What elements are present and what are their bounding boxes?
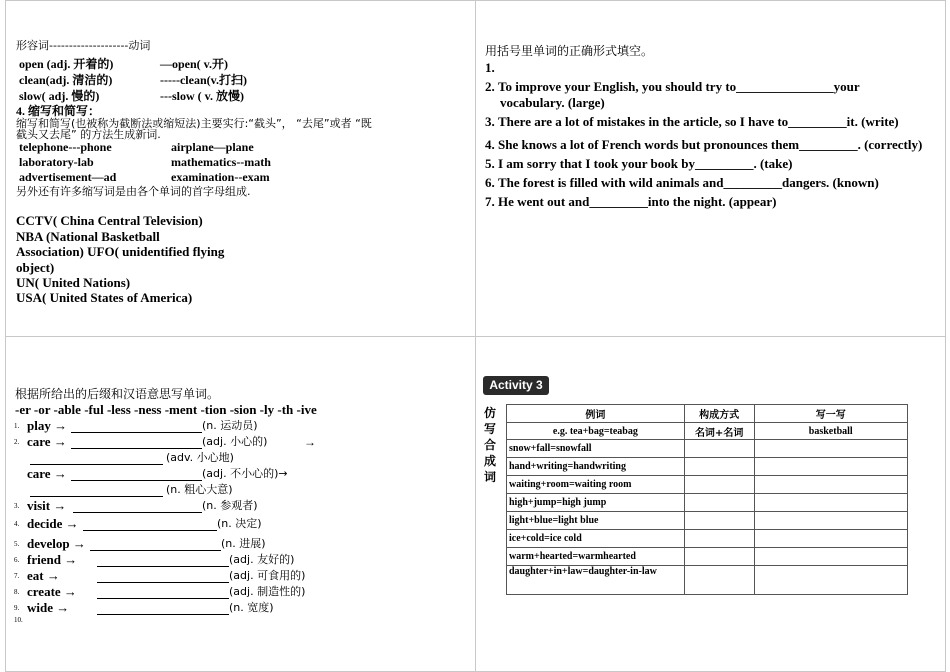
base-word: wide → [27, 600, 70, 615]
acronym-note: 另外还有许多缩写词是由各个单词的首字母组成. [16, 185, 251, 198]
header-cell: 写一写 [754, 405, 907, 423]
acronym-line: object) [16, 260, 55, 275]
hint: (n. 运动员) [202, 419, 258, 432]
hint: (adj. 制造性的) [229, 585, 306, 598]
write-cell[interactable] [754, 494, 907, 512]
formation-cell[interactable] [684, 440, 754, 458]
hint: (adj. 不小心的)→ [202, 467, 288, 480]
acronym-line: UN( United Nations) [16, 275, 131, 290]
formation-cell[interactable] [684, 494, 754, 512]
item-number: 8. [14, 588, 20, 596]
answer-blank[interactable] [97, 571, 229, 583]
question-text: I am sorry that I took your book by_________. (take) [498, 156, 793, 171]
side-label [484, 405, 498, 485]
item-number: 4. [14, 520, 20, 528]
compound-word: light+blue=light blue [507, 512, 685, 530]
answer-blank[interactable] [30, 453, 163, 465]
desc-line: 缩写和简写(也被称为截断法或缩短法)主要实行:“截头”， “去尾”或者 “既 [16, 117, 372, 130]
question-text: The forest is filled with wild animals and_________dangers. (known) [498, 175, 879, 190]
section4-heading: 4. 缩写和简写： [16, 104, 101, 118]
pair-verb: —open( v.开) [160, 57, 229, 71]
abbr-item: airplane—plane [171, 140, 254, 154]
pair-adj: clean(adj. 清洁的) [19, 73, 113, 87]
example-row [507, 423, 908, 440]
compound-word: warm+hearted=warmhearted [507, 548, 685, 566]
panel-adj-verb-abbreviations [5, 0, 476, 337]
table-row [507, 512, 908, 530]
question-number: 6. [485, 175, 495, 190]
answer-blank[interactable] [71, 421, 202, 433]
hint: (n. 决定) [217, 517, 262, 530]
base-word: develop → [27, 536, 86, 551]
answer-blank[interactable] [97, 555, 229, 567]
answer-blank[interactable] [71, 437, 202, 449]
header-cell: 构成方式 [684, 405, 754, 423]
suffix-list: -er -or -able -ful -less -ness -ment -tion -sion -ly -th -ive [15, 402, 317, 417]
compound-word-table [506, 404, 908, 595]
question-number: 2. [485, 79, 495, 94]
table-row [507, 440, 908, 458]
compound-word: snow+fall=snowfall [507, 440, 685, 458]
question-number: 5. [485, 156, 495, 171]
item-number: 7. [14, 572, 20, 580]
compound-word: daughter+in+law=daughter-in-law [507, 566, 685, 595]
example-write: basketball [754, 423, 907, 440]
item-number: 1. [14, 422, 20, 430]
formation-cell[interactable] [684, 548, 754, 566]
answer-blank[interactable] [90, 539, 221, 551]
question-text: vocabulary. (large) [500, 95, 605, 110]
item-number: 2. [14, 438, 20, 446]
fill-instruction: 用括号里单词的正确形式填空。 [485, 44, 654, 58]
write-cell[interactable] [754, 566, 907, 595]
base-word: care → [27, 434, 67, 449]
base-word: create → [27, 584, 77, 599]
compound-word: high+jump=high jump [507, 494, 685, 512]
table-row [507, 548, 908, 566]
header-cell: 例词 [507, 405, 685, 423]
side-char: 写 [484, 422, 497, 436]
base-word: care → [27, 466, 67, 481]
example-word: e.g. tea+bag=teabag [507, 423, 685, 440]
panel-suffix-words [5, 336, 476, 672]
item-number: 10. [14, 616, 23, 624]
suffix-instruction: 根据所给出的后缀和汉语意思写单词。 [15, 387, 220, 401]
abbr-item: advertisement—ad [19, 170, 117, 184]
hint: (adv. 小心地) [166, 451, 234, 464]
hint: (n. 宽度) [229, 601, 274, 614]
arrow: → [304, 435, 316, 449]
pair-adj: open (adj. 开着的) [19, 57, 114, 71]
question-text: To improve your English, you should try to_______________your [498, 79, 860, 94]
pair-verb: -----clean(v.打扫) [160, 73, 247, 87]
panel-compound-words [475, 336, 946, 672]
side-char: 词 [484, 470, 497, 484]
formation-cell[interactable] [684, 476, 754, 494]
hint: (adj. 友好的) [229, 553, 295, 566]
pair-adj: slow( adj. 慢的) [19, 89, 100, 103]
compound-word: hand+writing=handwriting [507, 458, 685, 476]
item-number: 5. [14, 540, 20, 548]
question-number: 4. [485, 137, 495, 152]
example-formation: 名词+名词 [684, 423, 754, 440]
table-row [507, 566, 908, 595]
side-char: 合 [484, 438, 497, 452]
abbr-item: mathematics--math [171, 155, 271, 169]
answer-blank[interactable] [97, 603, 229, 615]
hint: (n. 参观者) [202, 499, 258, 512]
activity-badge: Activity 3 [483, 376, 549, 395]
abbr-item: laboratory-lab [19, 155, 94, 169]
table-row [507, 494, 908, 512]
table-row [507, 530, 908, 548]
side-char: 仿 [484, 406, 497, 420]
hint: (n. 进展) [221, 537, 266, 550]
write-cell[interactable] [754, 458, 907, 476]
write-cell[interactable] [754, 476, 907, 494]
base-word: visit → [27, 498, 67, 513]
table-row [507, 476, 908, 494]
adj-verb-title: 形容词--------------------动词 [16, 39, 151, 52]
answer-blank[interactable] [97, 587, 229, 599]
question-text: She knows a lot of French words but pronounces them_________. (correctly) [498, 137, 923, 152]
item-number: 6. [14, 556, 20, 564]
acronym-line: NBA (National Basketball [16, 229, 160, 244]
answer-blank[interactable] [30, 485, 163, 497]
question-text: He went out and_________into the night. (appear) [498, 194, 777, 209]
base-word: decide → [27, 516, 79, 531]
question-text: There are a lot of mistakes in the article, so I have to_________it. (write) [498, 114, 899, 129]
formation-cell[interactable] [684, 458, 754, 476]
base-word: eat → [27, 568, 60, 583]
answer-blank[interactable] [73, 501, 202, 513]
hint: (n. 粗心大意) [166, 483, 233, 496]
formation-cell[interactable] [684, 512, 754, 530]
write-cell[interactable] [754, 530, 907, 548]
table-row [507, 458, 908, 476]
abbr-item: telephone---phone [19, 140, 112, 154]
question-number: 7. [485, 194, 495, 209]
compound-word: ice+cold=ice cold [507, 530, 685, 548]
formation-cell[interactable] [684, 566, 754, 595]
base-word: friend → [27, 552, 78, 567]
base-word: play → [27, 418, 68, 433]
panel-fill-in-blanks [475, 0, 946, 337]
write-cell[interactable] [754, 440, 907, 458]
pair-verb: ---slow ( v. 放慢) [160, 89, 244, 103]
question-number: 1. [485, 60, 495, 75]
answer-blank[interactable] [83, 519, 217, 531]
write-cell[interactable] [754, 548, 907, 566]
compound-word: waiting+room=waiting room [507, 476, 685, 494]
question-number: 3. [485, 114, 495, 129]
acronym-line: Association) UFO( unidentified flying [16, 244, 225, 259]
table-header-row [507, 405, 908, 423]
desc-line: 截头又去尾” 的方法生成新词. [16, 128, 161, 141]
item-number: 3. [14, 502, 20, 510]
answer-blank[interactable] [71, 469, 202, 481]
acronym-line: USA( United States of America) [16, 290, 193, 305]
side-char: 成 [484, 454, 497, 468]
write-cell[interactable] [754, 512, 907, 530]
formation-cell[interactable] [684, 530, 754, 548]
hint: (adj. 小心的) [202, 435, 268, 448]
hint: (adj. 可食用的) [229, 569, 306, 582]
acronym-line: CCTV( China Central Television) [16, 213, 203, 228]
abbr-item: examination--exam [171, 170, 270, 184]
item-number: 9. [14, 604, 20, 612]
